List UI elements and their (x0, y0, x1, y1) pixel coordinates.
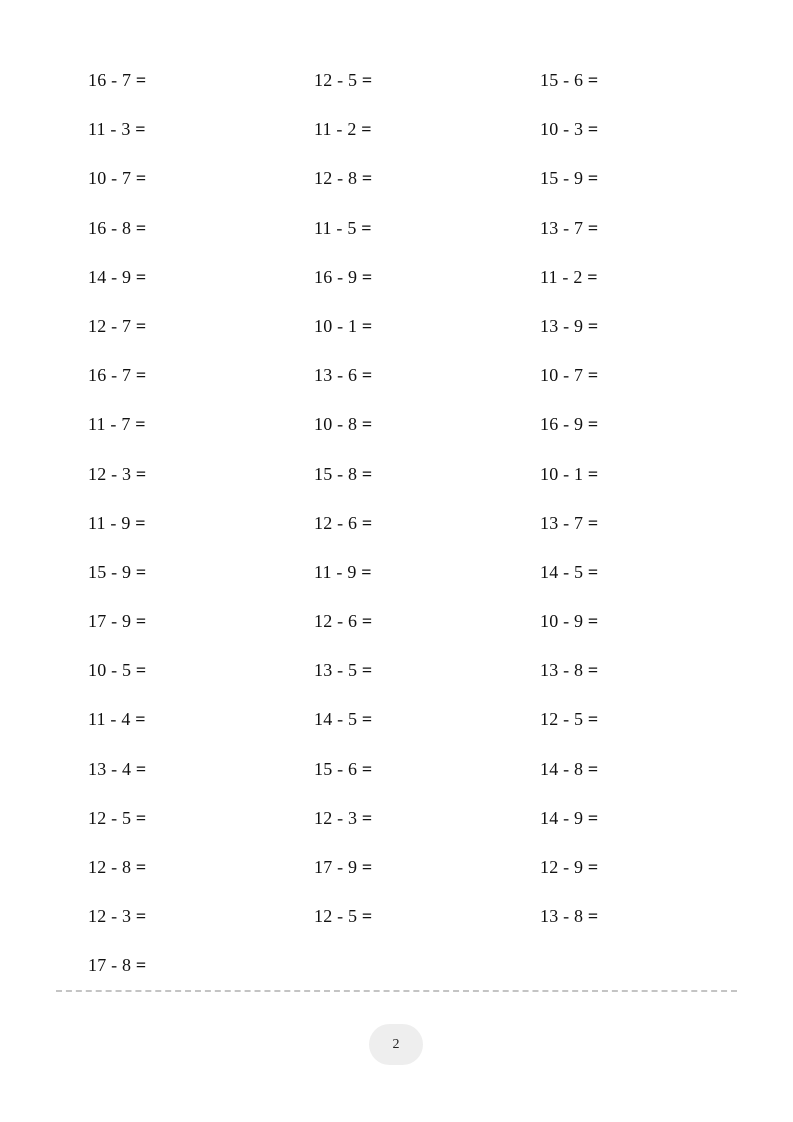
subtraction-problem (540, 843, 766, 892)
subtraction-problem (314, 204, 540, 253)
problem-expression: 14 - 8 (540, 758, 584, 779)
subtraction-problem (314, 351, 540, 400)
equals-sign: = (361, 906, 373, 927)
subtraction-problem (88, 253, 314, 302)
problem-expression: 13 - 6 (314, 365, 358, 386)
equals-sign: = (361, 70, 373, 90)
problem-expression: 12 - 5 (88, 807, 132, 828)
equals-sign: = (135, 906, 147, 927)
problem-expression: 10 - 1 (314, 315, 358, 336)
subtraction-problem (540, 892, 766, 941)
equals-sign: = (135, 611, 147, 632)
equals-sign: = (361, 365, 373, 386)
problem-expression: 13 - 7 (540, 512, 584, 533)
problem-expression: 12 - 8 (88, 857, 132, 877)
subtraction-problem (88, 204, 314, 253)
problem-expression: 14 - 5 (540, 561, 584, 582)
problem-expression: 11 - 3 (88, 119, 131, 140)
problem-expression: 12 - 5 (540, 709, 584, 730)
problem-expression: 16 - 7 (88, 365, 132, 386)
page-divider (56, 990, 737, 992)
equals-sign: = (135, 807, 147, 828)
problem-expression: 13 - 5 (314, 660, 358, 681)
problem-expression: 13 - 7 (540, 217, 584, 238)
equals-sign: = (587, 414, 599, 435)
equals-sign: = (587, 660, 599, 681)
subtraction-problem (314, 105, 540, 154)
equals-sign: = (135, 955, 147, 976)
problem-expression: 10 - 5 (88, 660, 132, 681)
problem-expression: 12 - 5 (314, 906, 358, 927)
problem-expression: 11 - 2 (314, 119, 357, 140)
subtraction-problem (540, 204, 766, 253)
equals-sign: = (361, 857, 373, 877)
subtraction-problem (88, 843, 314, 892)
problem-expression: 12 - 6 (314, 611, 358, 632)
equals-sign: = (361, 709, 373, 730)
page-number-badge: 2 (369, 1024, 423, 1065)
equals-sign: = (361, 266, 373, 287)
subtraction-problem (88, 302, 314, 351)
equals-sign: = (135, 857, 147, 877)
problem-expression: 10 - 7 (540, 365, 584, 386)
equals-sign: = (587, 857, 599, 877)
subtraction-problem (314, 646, 540, 695)
problem-expression: 15 - 9 (88, 561, 132, 582)
subtraction-problem (314, 548, 540, 597)
subtraction-problem (314, 253, 540, 302)
equals-sign: = (135, 70, 147, 90)
subtraction-problem (88, 56, 314, 105)
equals-sign: = (135, 315, 147, 336)
subtraction-problem (88, 548, 314, 597)
equals-sign: = (361, 512, 373, 533)
equals-sign: = (587, 70, 599, 90)
equals-sign: = (135, 709, 146, 730)
problem-expression: 11 - 9 (314, 561, 357, 582)
problem-expression: 12 - 3 (88, 463, 132, 484)
equals-sign: = (135, 119, 146, 140)
problem-expression: 13 - 9 (540, 315, 584, 336)
subtraction-problem (314, 302, 540, 351)
equals-sign: = (361, 807, 373, 828)
subtraction-problem (540, 745, 766, 794)
subtraction-problem (540, 646, 766, 695)
problem-expression: 10 - 8 (314, 414, 358, 435)
equals-sign: = (587, 266, 598, 287)
subtraction-problem (314, 400, 540, 449)
equals-sign: = (135, 266, 147, 287)
equals-sign: = (135, 217, 147, 238)
equals-sign: = (135, 758, 147, 779)
problem-expression: 13 - 8 (540, 660, 584, 681)
problem-expression: 11 - 9 (88, 512, 131, 533)
subtraction-problem (314, 695, 540, 744)
subtraction-problem (314, 56, 540, 105)
subtraction-problem (88, 597, 314, 646)
subtraction-problem (88, 646, 314, 695)
subtraction-problem (540, 154, 766, 203)
subtraction-problem (88, 105, 314, 154)
subtraction-problem (314, 794, 540, 843)
problem-expression: 17 - 9 (314, 857, 358, 877)
subtraction-problem (314, 843, 540, 892)
subtraction-problem (314, 745, 540, 794)
problem-expression: 10 - 3 (540, 119, 584, 140)
subtraction-problem (88, 794, 314, 843)
equals-sign: = (361, 660, 373, 681)
problem-expression: 14 - 9 (88, 266, 132, 287)
equals-sign: = (361, 561, 372, 582)
subtraction-problem (540, 400, 766, 449)
problem-expression: 16 - 8 (88, 217, 132, 238)
equals-sign: = (587, 168, 599, 189)
problem-expression: 10 - 7 (88, 168, 132, 189)
problem-expression: 11 - 4 (88, 709, 131, 730)
subtraction-problem (540, 351, 766, 400)
subtraction-problem (314, 892, 540, 941)
subtraction-problem (540, 695, 766, 744)
equals-sign: = (361, 758, 373, 779)
problem-expression: 17 - 9 (88, 611, 132, 632)
problem-expression: 11 - 5 (314, 217, 357, 238)
problem-grid (88, 56, 768, 991)
problem-expression: 15 - 8 (314, 463, 358, 484)
problem-expression: 16 - 7 (88, 70, 132, 90)
equals-sign: = (135, 660, 147, 681)
subtraction-problem (540, 499, 766, 548)
equals-sign: = (587, 709, 599, 730)
subtraction-problem (88, 351, 314, 400)
equals-sign: = (361, 217, 372, 238)
subtraction-problem (540, 548, 766, 597)
equals-sign: = (135, 414, 146, 435)
problem-expression: 15 - 9 (540, 168, 584, 189)
problem-expression: 12 - 5 (314, 70, 358, 90)
problem-expression: 14 - 5 (314, 709, 358, 730)
equals-sign: = (587, 561, 599, 582)
problem-expression: 10 - 9 (540, 611, 584, 632)
equals-sign: = (361, 611, 373, 632)
problem-expression: 13 - 8 (540, 906, 584, 927)
problem-expression: 15 - 6 (314, 758, 358, 779)
problem-expression: 13 - 4 (88, 758, 132, 779)
subtraction-problem (314, 450, 540, 499)
problem-expression: 16 - 9 (314, 266, 358, 287)
subtraction-problem (88, 154, 314, 203)
subtraction-problem (540, 56, 766, 105)
problem-expression: 16 - 9 (540, 414, 584, 435)
equals-sign: = (587, 906, 599, 927)
problem-expression: 11 - 2 (540, 266, 583, 287)
equals-sign: = (587, 807, 599, 828)
subtraction-problem (314, 154, 540, 203)
equals-sign: = (587, 119, 599, 140)
subtraction-problem (314, 597, 540, 646)
equals-sign: = (587, 463, 599, 484)
subtraction-problem (88, 499, 314, 548)
subtraction-problem (540, 450, 766, 499)
equals-sign: = (135, 561, 147, 582)
equals-sign: = (587, 315, 599, 336)
subtraction-problem (540, 253, 766, 302)
subtraction-problem (88, 450, 314, 499)
problem-expression: 15 - 6 (540, 70, 584, 90)
equals-sign: = (135, 463, 147, 484)
subtraction-problem (314, 499, 540, 548)
subtraction-problem (88, 941, 314, 990)
equals-sign: = (361, 119, 372, 140)
subtraction-problem (540, 302, 766, 351)
subtraction-problem (88, 892, 314, 941)
equals-sign: = (587, 611, 599, 632)
subtraction-problem (88, 695, 314, 744)
equals-sign: = (587, 512, 599, 533)
problem-expression: 17 - 8 (88, 955, 132, 976)
equals-sign: = (361, 463, 373, 484)
subtraction-problem (88, 400, 314, 449)
problem-expression: 14 - 9 (540, 807, 584, 828)
problem-expression: 11 - 7 (88, 414, 131, 435)
equals-sign: = (587, 365, 599, 386)
equals-sign: = (587, 217, 599, 238)
equals-sign: = (587, 758, 599, 779)
equals-sign: = (135, 365, 147, 386)
subtraction-problem (88, 745, 314, 794)
problem-expression: 12 - 6 (314, 512, 358, 533)
equals-sign: = (135, 512, 146, 533)
equals-sign: = (361, 168, 373, 189)
equals-sign: = (361, 315, 373, 336)
subtraction-problem (540, 105, 766, 154)
problem-expression: 12 - 9 (540, 857, 584, 877)
subtraction-problem (540, 794, 766, 843)
problem-expression: 12 - 3 (88, 906, 132, 927)
equals-sign: = (135, 168, 147, 189)
subtraction-problem (540, 597, 766, 646)
problem-expression: 12 - 3 (314, 807, 358, 828)
problem-expression: 12 - 8 (314, 168, 358, 189)
problem-expression: 10 - 1 (540, 463, 584, 484)
equals-sign: = (361, 414, 373, 435)
problem-expression: 12 - 7 (88, 315, 132, 336)
